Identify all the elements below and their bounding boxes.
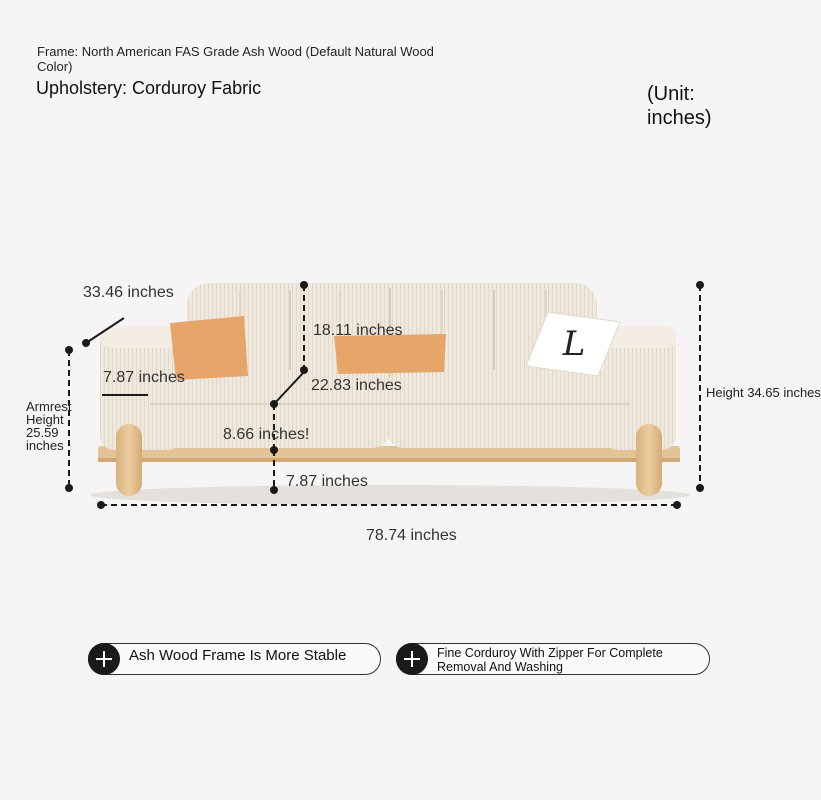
back-height-dimension: 18.11 inches	[313, 322, 403, 339]
feature-badge-corduroy	[396, 643, 710, 675]
pillow-monogram: L	[562, 324, 586, 364]
armrest-height-dimension: Armrest Height 25.59 inches	[26, 399, 72, 453]
unit-label: (Unit: inches)	[647, 83, 712, 129]
leg-right	[636, 424, 662, 496]
orange-pillow-center	[334, 334, 446, 374]
upholstery-spec-text: Upholstery: Corduroy Fabric	[36, 78, 262, 98]
leg-height-dimension: 7.87 inches	[286, 473, 368, 490]
depth-dimension: 33.46 inches	[83, 284, 174, 301]
width-dimension: 78.74 inches	[366, 527, 457, 544]
seat-thickness-dimension: 8.66 inches!	[223, 426, 310, 443]
plus-icon	[88, 643, 120, 675]
arm-width-dimension: 7.87 inches	[103, 369, 185, 386]
leg-left	[116, 424, 142, 496]
total-height-dimension: Height 34.65 inches	[706, 385, 821, 400]
feature-badge-ash-wood	[88, 643, 381, 675]
seat-depth-dimension: 22.83 inches	[311, 377, 402, 394]
seat-cushion-right	[386, 370, 630, 448]
plus-icon	[396, 643, 428, 675]
feature-label: Fine Corduroy With Zipper For Complete Removal And Washing	[437, 646, 663, 674]
frame-spec-text: Frame: North American FAS Grade Ash Wood (Default Natural Wood Color)	[37, 44, 434, 74]
feature-label: Ash Wood Frame Is More Stable	[129, 647, 347, 664]
